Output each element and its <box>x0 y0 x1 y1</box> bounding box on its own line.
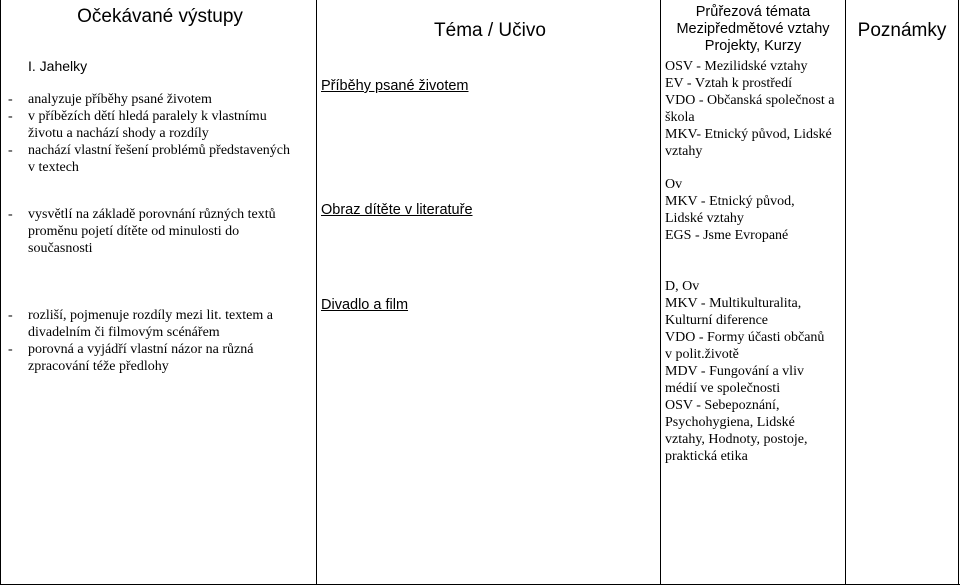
section-title: I. Jahelky <box>28 58 88 74</box>
cross-line: MKV - Multikulturalita, <box>665 296 802 311</box>
bullet-dash: - <box>8 109 13 124</box>
cross-line: médií ve společnosti <box>665 381 781 396</box>
outcomes-block-1 <box>8 91 313 176</box>
bullet-dash: - <box>8 92 13 107</box>
cross-line: v polit.životě <box>665 347 739 362</box>
cross-line: Ov <box>665 177 683 192</box>
topic-child-image: Obraz dítěte v literatuře <box>321 202 473 218</box>
outcome-text: současnosti <box>28 241 93 256</box>
header-topic: Téma / Učivo <box>434 20 546 41</box>
cross-block-1 <box>665 58 835 160</box>
outcomes-block-2 <box>8 206 313 257</box>
outcome-text: divadelním či filmovým scénářem <box>28 325 220 340</box>
bullet-dash: - <box>8 308 13 323</box>
cross-line: MKV- Etnický původ, Lidské <box>665 127 832 142</box>
cross-line: VDO - Občanská společnost a <box>665 93 835 108</box>
outcome-line <box>8 307 313 324</box>
outcome-line <box>8 142 313 159</box>
cross-line: OSV - Sebepoznání, <box>665 398 780 413</box>
column-border <box>845 0 846 585</box>
outcome-line <box>8 206 313 223</box>
cross-block-2 <box>665 176 795 244</box>
cross-line: škola <box>665 110 695 125</box>
outcome-text: analyzuje příběhy psané životem <box>28 92 212 107</box>
outcome-text: nachází vlastní řešení problémů představených <box>28 143 291 158</box>
cross-line: OSV - Mezilidské vztahy <box>665 59 808 74</box>
cross-line: MDV - Fungování a vliv <box>665 364 804 379</box>
header-outcomes: Očekávané výstupy <box>77 6 243 27</box>
outcome-line <box>8 91 313 108</box>
outcome-line <box>8 240 313 257</box>
topic-stories: Příběhy psané životem <box>321 78 469 94</box>
outcome-text: rozliší, pojmenuje rozdíly mezi lit. textem a <box>28 308 273 323</box>
outcome-line <box>8 223 313 240</box>
bullet-dash: - <box>8 143 13 158</box>
topic-theatre-film: Divadlo a film <box>321 297 409 313</box>
outcome-line <box>8 108 313 125</box>
header-notes: Poznámky <box>857 20 947 41</box>
cross-line: Lidské vztahy <box>665 211 744 226</box>
bullet-dash: - <box>8 342 13 357</box>
outcome-text: proměnu pojetí dítěte od minulosti do <box>28 224 240 239</box>
header-cross-line3: Projekty, Kurzy <box>704 38 802 54</box>
header-cross-curricular <box>662 4 844 55</box>
outcome-line <box>8 358 313 375</box>
column-border <box>316 0 317 585</box>
outcome-line <box>8 341 313 358</box>
cross-block-3 <box>665 278 824 465</box>
header-cross-line2: Mezipředmětové vztahy <box>676 21 830 37</box>
column-border <box>0 0 1 585</box>
cross-line: D, Ov <box>665 279 700 294</box>
cross-line: EGS - Jsme Evropané <box>665 228 789 243</box>
cross-line: vztahy, Hodnoty, postoje, <box>665 432 808 447</box>
outcome-line <box>8 125 313 142</box>
outcome-text: vysvětlí na základě porovnání různých textů <box>28 207 276 222</box>
cross-line: VDO - Formy účasti občanů <box>665 330 825 345</box>
cross-line: Psychohygiena, Lidské <box>665 415 795 430</box>
cross-line: Kulturní diference <box>665 313 769 328</box>
outcome-text: životu a nachází shody a rozdíly <box>28 126 209 141</box>
outcome-line <box>8 159 313 176</box>
outcomes-block-3 <box>8 307 313 375</box>
bullet-dash: - <box>8 207 13 222</box>
column-border <box>958 0 959 585</box>
cross-line: praktická etika <box>665 449 748 464</box>
outcome-text: zpracování téže předlohy <box>28 359 169 374</box>
cross-line: EV - Vztah k prostředí <box>665 76 793 91</box>
outcome-text: porovná a vyjádří vlastní názor na různá <box>28 342 254 357</box>
cross-line: MKV - Etnický původ, <box>665 194 795 209</box>
header-cross-line1: Průřezová témata <box>695 4 811 20</box>
outcome-text: v příbězích dětí hledá paralely k vlastnímu <box>28 109 267 124</box>
cross-line: vztahy <box>665 144 703 159</box>
column-border <box>660 0 661 585</box>
outcome-line <box>8 324 313 341</box>
outcome-text: v textech <box>28 160 79 175</box>
